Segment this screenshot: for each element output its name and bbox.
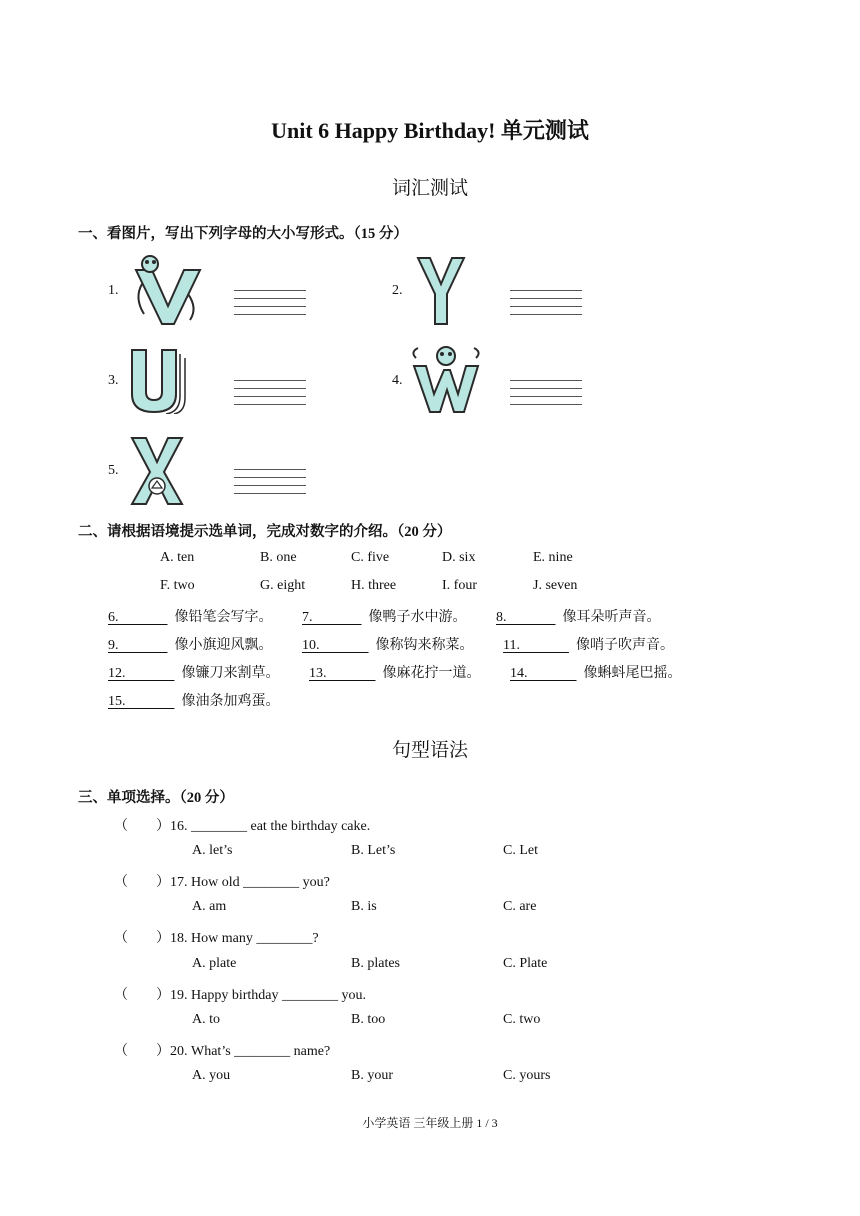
page-footer: 小学英语 三年级上册 1 / 3: [362, 1116, 498, 1130]
writing-lines: [234, 290, 306, 320]
option: A. ten: [160, 550, 195, 565]
fill-text: 像麻花拧一道。: [382, 666, 481, 681]
fill-text: 像鸭子水中游。: [368, 610, 467, 625]
choice-a: A. you: [192, 1068, 231, 1083]
option: J. seven: [533, 578, 578, 593]
writing-lines: [234, 380, 306, 410]
letter-v-frog-image: [128, 254, 206, 328]
choice-b: B. plates: [351, 956, 400, 971]
fill-item: [108, 690, 280, 710]
question: [114, 927, 319, 947]
fill-number: 9.: [108, 638, 119, 653]
fill-text: 像哨子吹声音。: [575, 638, 674, 653]
answer-paren: （ ）: [114, 931, 170, 946]
fill-text: 像油条加鸡蛋。: [181, 694, 280, 709]
choice-b: B. too: [351, 1012, 386, 1027]
fill-number: 13.: [309, 666, 327, 681]
answer-paren: （ ）: [114, 875, 170, 890]
question: [114, 1040, 330, 1060]
choice-a: A. to: [192, 1012, 220, 1027]
answer-paren: （ ）: [114, 819, 170, 834]
choice-c: C. are: [503, 899, 537, 914]
section-title-vocab: 词汇测试: [391, 178, 468, 199]
item-number: 4.: [392, 373, 403, 388]
fill-item: [108, 662, 280, 682]
fill-item: [510, 662, 682, 682]
choice-b: B. Let’s: [351, 843, 396, 858]
option: C. five: [351, 550, 390, 565]
item-number: 3.: [108, 373, 119, 388]
choice-a: A. am: [192, 899, 227, 914]
writing-lines: [510, 380, 582, 410]
writing-lines: [510, 290, 582, 320]
writing-lines: [234, 469, 306, 499]
letter-x-recycle-image: [130, 436, 184, 506]
option: H. three: [351, 578, 397, 593]
fill-text: 像铅笔会写字。: [174, 610, 273, 625]
choice-c: C. Plate: [503, 956, 548, 971]
fill-item: [108, 606, 273, 626]
fill-text: 像耳朵听声音。: [562, 610, 661, 625]
fill-text: 像小旗迎风飘。: [174, 638, 273, 653]
fill-number: 15.: [108, 694, 126, 709]
choice-c: C. two: [503, 1012, 541, 1027]
part1-heading: 一、看图片，写出下列字母的大小写形式。（15 分）: [78, 226, 408, 242]
part2-heading: 二、请根据语境提示选单词，完成对数字的介绍。（20 分）: [78, 524, 452, 540]
question: [114, 815, 370, 835]
question: [114, 871, 330, 891]
option: E. nine: [533, 550, 573, 565]
letter-u-image: [128, 348, 192, 414]
item-number: 5.: [108, 463, 119, 478]
choice-a: A. let’s: [192, 843, 233, 858]
choice-c: C. yours: [503, 1068, 551, 1083]
question-stem: 17. How old ________ you?: [170, 875, 330, 890]
fill-number: 14.: [510, 666, 528, 681]
question-stem: 18. How many ________?: [170, 931, 319, 946]
fill-text: 像镰刀来割草。: [181, 666, 280, 681]
page-title: Unit 6 Happy Birthday! 单元测试: [271, 118, 589, 143]
letter-y-image: [416, 256, 466, 326]
question-stem: 16. ________ eat the birthday cake.: [170, 819, 371, 834]
fill-number: 6.: [108, 610, 119, 625]
question-stem: 20. What’s ________ name?: [170, 1044, 331, 1059]
fill-text: 像称钩来称菜。: [375, 638, 474, 653]
choice-b: B. is: [351, 899, 377, 914]
fill-number: 10.: [302, 638, 320, 653]
choice-b: B. your: [351, 1068, 393, 1083]
option: G. eight: [260, 578, 306, 593]
fill-text: 像蝌蚪尾巴摇。: [583, 666, 682, 681]
fill-item: [302, 606, 467, 626]
fill-item: [309, 662, 481, 682]
question: [114, 984, 366, 1004]
answer-paren: （ ）: [114, 1044, 170, 1059]
fill-item: [503, 634, 674, 654]
item-number: 1.: [108, 283, 119, 298]
option: I. four: [442, 578, 477, 593]
option: F. two: [160, 578, 195, 593]
fill-number: 8.: [496, 610, 507, 625]
option: D. six: [442, 550, 476, 565]
question-stem: 19. Happy birthday ________ you.: [170, 988, 366, 1003]
item-number: 2.: [392, 283, 403, 298]
fill-number: 7.: [302, 610, 313, 625]
fill-item: [496, 606, 661, 626]
choice-c: C. Let: [503, 843, 538, 858]
option: B. one: [260, 550, 297, 565]
fill-item: [108, 634, 273, 654]
letter-w-frog-image: [408, 344, 484, 416]
answer-paren: （ ）: [114, 988, 170, 1003]
fill-item: [302, 634, 474, 654]
fill-number: 11.: [503, 638, 520, 653]
fill-number: 12.: [108, 666, 126, 681]
choice-a: A. plate: [192, 956, 237, 971]
part3-heading: 三、单项选择。（20 分）: [78, 790, 234, 806]
section-title-grammar: 句型语法: [391, 740, 468, 761]
